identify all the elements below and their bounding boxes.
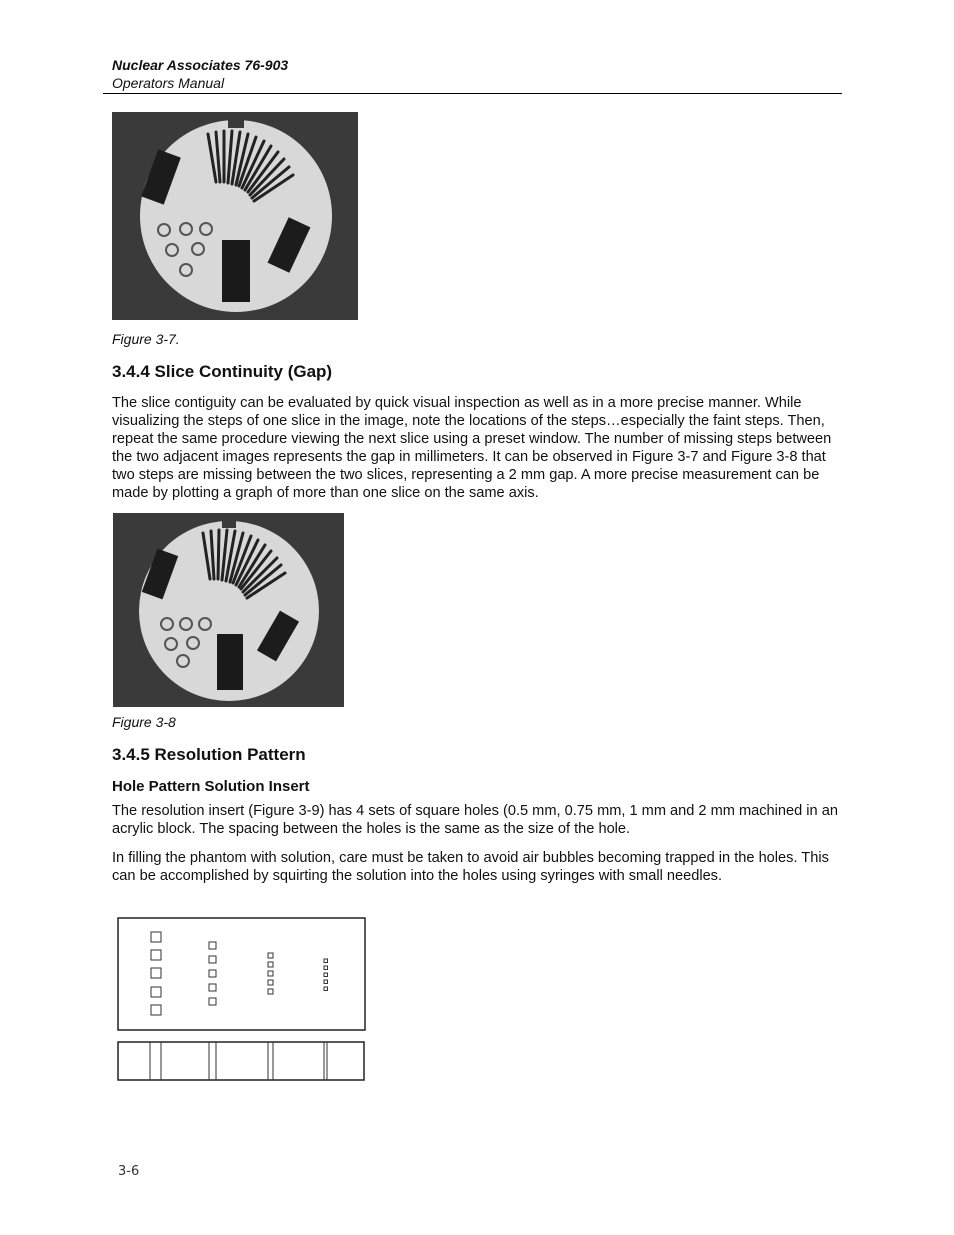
figure-3-8-image (113, 513, 344, 707)
figure-3-7-caption: Figure 3-7. (112, 331, 180, 347)
section-3-4-4-heading: 3.4.4 Slice Continuity (Gap) (112, 362, 333, 381)
figure-3-8-caption: Figure 3-8 (112, 714, 176, 730)
section-3-4-4-paragraph: The slice contiguity can be evaluated by quick visual inspection as well as in a more precise manner. While visualizing the steps of one slice in the image, note the locations of the steps…especially the faint steps. Then, repeat the same procedure viewing the next slice using a preset window. The number of missing steps between the two adjacent images represents the gap in millimeters. It can be observed in Figure 3-7 and Figure 3-8 that two steps are missing between the two slices, representing a 2 mm gap. A more precise measurement can be made by plotting a graph of more than one slice on the same axis. (112, 395, 832, 501)
header-title: Nuclear Associates 76-903 (112, 57, 289, 73)
page-number: 3-6 (118, 1164, 140, 1179)
figure-3-7-image (112, 112, 358, 320)
header-rule (103, 93, 842, 94)
section-3-4-5-paragraph-2: In filling the phantom with solution, care must be taken to avoid air bubbles becoming trapped in the holes. This can be accomplished by squirting the solution into the holes using syringes with small needles. (112, 850, 829, 884)
hole-pattern-subheading: Hole Pattern Solution Insert (112, 778, 310, 795)
section-3-4-5-paragraph-1: The resolution insert (Figure 3-9) has 4 sets of square holes (0.5 mm, 0.75 mm, 1 mm and 2 mm machined in an acrylic block. The spacing between the holes is the same as the size of the hole. (112, 803, 838, 837)
section-3-4-5-heading: 3.4.5 Resolution Pattern (112, 745, 306, 764)
header-subtitle: Operators Manual (112, 75, 225, 91)
resolution-insert-diagram (112, 914, 372, 1086)
